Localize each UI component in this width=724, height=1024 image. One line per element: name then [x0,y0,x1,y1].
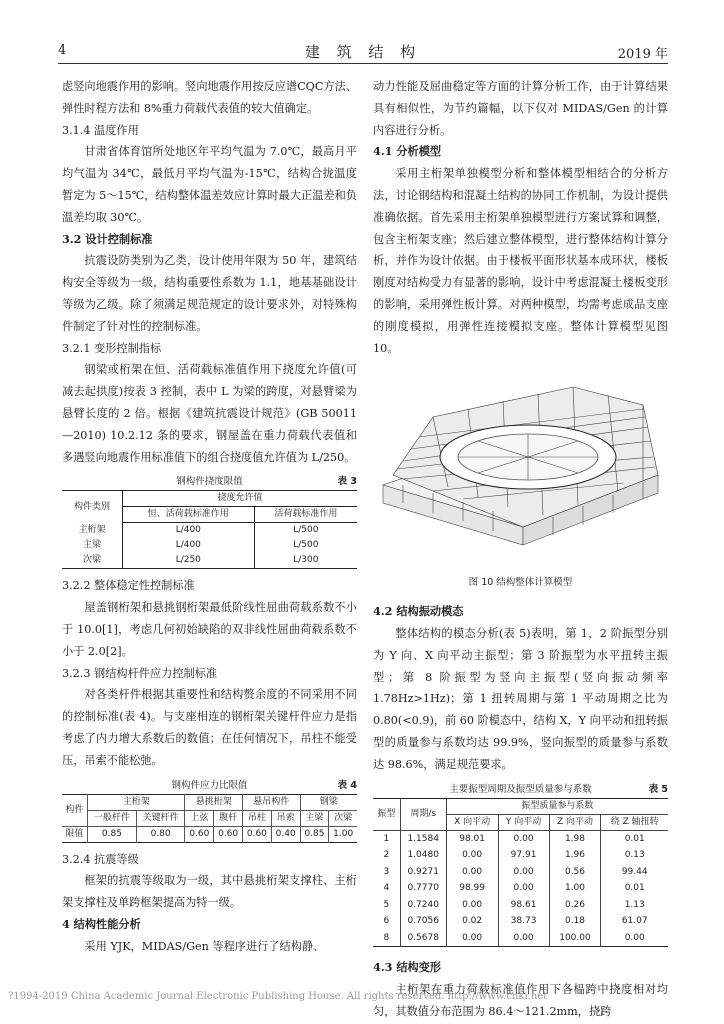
cell: 0.00 [498,930,549,947]
cell: 1.98 [549,830,601,847]
cell: 主桁架 [78,525,106,536]
section-heading: 3.2 设计控制标准 [62,231,153,246]
cell: L/250 [122,553,254,569]
col-header: 悬挑桁架 [185,794,243,810]
cell: 99.44 [601,864,668,881]
section-heading: 4.2 结构振动模态 [373,604,464,619]
cell: 1.0480 [400,847,446,864]
paragraph: 甘肃省体育馆所处地区年平均气温为 7.0℃，最高月平均气温为 34℃，最低月平均气温为-15℃，结构合拢温度暂定为 5～15℃，结构整体温差效应计算时最大正温差和负温差均取 30℃。 [62,145,357,224]
cell: 38.73 [498,913,549,930]
paragraph: 整体结构的模态分析(表 5)表明，第 1，2 阶振型分别为 Y 向、X 向平动主振型；第 3 阶振型为水平扭转主振型；第 8 阶振型为竖向主振型(竖向振动频率 1.78Hz>1Hz)；第 1 扭转周期与第 1 平动周期之比为 0.80(<0.9)，前 60 阶模态中，结构 X，Y 向平动和扭转振型的质量参与系数均达 99.9%，竖向振型的质量参与系数达 98.6%，满足规范要求。 [373,626,668,771]
cell: L/500 [254,538,357,553]
section-heading: 3.1.4 温度作用 [62,123,139,137]
cell: 主梁 [82,540,101,551]
year: 2019 年 [617,47,668,62]
copyright-footer: ?1994-2019 China Academic Journal Electronic Publishing House. All rights reserved. http://www.cnki.net [8,991,548,1002]
table-number: 表 5 [648,783,668,795]
right-column [373,76,668,1022]
table-row [373,880,668,897]
col-header: Z 向平动 [549,814,601,830]
cell: 0.60 [214,826,243,842]
cell: 3 [373,864,400,881]
cell: 0.00 [498,880,549,897]
paragraph: 虑竖向地震作用的影响。竖向地震作用按反应谱CQC方法、弹性时程方法和 8%重力荷载代表值的较大值确定。 [62,80,357,115]
cell: 100.00 [549,930,601,947]
col-header: 构件类别 [73,501,110,512]
col-header: 关键杆件 [136,810,185,826]
cell: 61.07 [601,913,668,930]
col-header: 周期/s [400,798,446,830]
table-row [373,930,668,947]
col-header: 悬吊构件 [243,794,301,810]
cell: 次梁 [82,555,101,566]
paragraph: 对各类杆件根据其重要性和结构赘余度的不同采用不同的控制标准(表 4)。与支座相连的钢桁架关键杆件应力是指考虑了内力增大系数后的数值；在任何情况下，吊柱不能受压，吊索不能松弛。 [62,688,357,767]
table-number: 表 3 [337,476,357,488]
col-header: 次梁 [329,810,357,826]
cell: 0.60 [185,826,214,842]
section-heading: 3.2.1 变形控制指标 [62,341,162,355]
cell: 0.00 [446,897,498,914]
col-header: 吊柱 [243,810,272,826]
cell: 1.00 [329,826,357,842]
cell: 1 [373,830,400,847]
cell: 1.00 [549,880,601,897]
cell: 2 [373,847,400,864]
col-header: 主桁架 [88,794,185,810]
cell: 0.7056 [400,913,446,930]
page-number: 4 [58,43,67,58]
section-heading: 3.2.3 钢结构杆件应力控制标准 [62,666,218,680]
section-heading: 4.1 分析模型 [373,144,442,159]
paragraph: 抗震设防类别为乙类，设计使用年限为 50 年，建筑结构安全等级为一级，结构重要性系数为 1.1，地基基础设计等级为乙级。除了须满足规范规定的设计要求外，对特殊构件制定了针对性的控制标准。 [62,254,357,333]
cell: 98.99 [446,880,498,897]
cell: 0.60 [243,826,272,842]
cell: L/500 [254,523,357,539]
paragraph: 主桁架在重力荷载标准值作用下各榀跨中挠度相对均匀，其数值分布范围为 86.4～121.2mm，挠跨 [373,982,668,1018]
figure-caption: 图 10 结构整体计算模型 [468,577,573,589]
paragraph: 动力性能及屈曲稳定等方面的计算分析工作，由于计算结果具有相似性，为节约篇幅，以下仅对 MIDAS/Gen 的计算内容进行分析。 [373,80,668,137]
cell: 4 [373,880,400,897]
cell: 0.7770 [400,880,446,897]
left-column [62,76,357,958]
col-header: 钢梁 [300,794,357,810]
cell: L/400 [122,523,254,539]
col-header: 振型 [373,798,400,830]
col-header: 恒、活荷载标准作用 [122,507,254,523]
cell: 0.00 [446,847,498,864]
col-header: 构件 [62,794,88,826]
cell: 0.56 [549,864,601,881]
paragraph: 屋盖钢桁架和悬挑钢桁架最低阶线性屈曲荷载系数不小于 10.0[1]，考虑几何初始缺陷的双非线性屈曲荷载系数不小于 2.0[2]。 [62,601,357,658]
col-header: 活荷载标准作用 [254,507,357,523]
col-header: 绕 Z 轴扭转 [601,814,668,830]
table-row [373,830,668,847]
section-heading: 4.3 结构变形 [373,960,442,975]
header-rule [58,63,668,64]
col-header: 挠度允许值 [122,491,357,507]
running-header [58,43,668,63]
deflection-limit-table [62,490,357,569]
cell: 0.00 [498,864,549,881]
paragraph: 钢梁或桁架在恒、活荷载标准值作用下挠度允许值(可减去起拱度)按表 3 控制，表中 L 为梁的跨度，对悬臂梁为悬臂长度的 2 倍。根据《建筑抗震设计规范》(GB 50011—2010) 10.2.12 条的要求，钢屋盖在重力荷载代表值和多遇竖向地震作用标准值下的组合挠度值允许值为 L/250。 [62,363,357,464]
table-row [62,523,357,539]
cell: 6 [373,913,400,930]
cell: L/400 [122,538,254,553]
table-title: 钢构件应力比限值 [171,779,248,791]
table-number: 表 4 [337,779,357,791]
cell: 0.26 [549,897,601,914]
cell: 98.61 [498,897,549,914]
cell: 0.02 [446,913,498,930]
table-row [373,847,668,864]
table-row [373,864,668,881]
cell: 0.00 [446,864,498,881]
cell: 0.13 [601,847,668,864]
cell: 5 [373,897,400,914]
section-heading: 4 结构性能分析 [62,916,141,931]
col-header: 上弦 [185,810,214,826]
col-header: X 向平动 [446,814,498,830]
cell: 0.18 [549,913,601,930]
table-caption [62,474,357,490]
cell: 0.40 [271,826,300,842]
journal-title: 建 筑 结 构 [304,43,422,61]
table-row [373,913,668,930]
cell: 97.91 [498,847,549,864]
cell: 8 [373,930,400,947]
col-header: 一般杆件 [88,810,137,826]
cell: 0.85 [300,826,329,842]
paragraph: 采用 YJK，MIDAS/Gen 等程序进行了结构静、 [84,939,325,953]
cell: 0.00 [601,930,668,947]
table-row [62,538,357,553]
cell: L/300 [254,553,357,569]
section-heading: 3.2.4 抗震等级 [62,852,139,866]
cell: 1.1584 [400,830,446,847]
cell: 0.00 [498,830,549,847]
cell: 98.01 [446,830,498,847]
cell: 0.00 [446,930,498,947]
table-title: 钢构件挠度限值 [176,476,243,488]
table-row [62,826,357,842]
row-label: 限值 [62,826,88,842]
section-heading: 3.2.2 整体稳定性控制标准 [62,579,195,593]
col-header: 振型质量参与系数 [446,798,668,814]
cell: 0.85 [88,826,137,842]
cell: 0.9271 [400,864,446,881]
paragraph: 框架的抗震等级取为一级，其中悬挑桁架支撑柱、主桁架支撑柱及单跨框架提高为特一级。 [62,874,357,910]
col-header: Y 向平动 [498,814,549,830]
table-title: 主要振型周期及振型质量参与系数 [449,783,592,795]
col-header: 吊索 [271,810,300,826]
table-caption [373,782,668,798]
stress-ratio-table [62,794,357,843]
col-header: 腹杆 [214,810,243,826]
cell: 0.80 [136,826,185,842]
table-row [373,897,668,914]
table-caption [62,778,357,794]
cell: 0.7240 [400,897,446,914]
cell: 0.01 [601,830,668,847]
cell: 0.01 [601,880,668,897]
cell: 1.13 [601,897,668,914]
col-header: 主梁 [300,810,329,826]
cell: 0.5678 [400,930,446,947]
mode-table [373,798,668,948]
paragraph: 采用主桁架单独模型分析和整体模型相结合的分析方法，讨论钢结构和混凝土结构的协同工作机制，为设计提供准确依据。首先采用主桁架单独模型进行方案试算和调整，包含主桁架支座；然后建立整体模型，进行整体结构计算分析，并作为设计依据。由于楼板平面形状基本成环状，楼板刚度对结构受力有显著的影响，设计中考虑混凝土楼板变形的影响，采用弹性板计算。对两种模型，均需考虑成品支座的刚度模拟，用弹性连接模拟支座。整体计算模型见图 10。 [373,167,668,355]
table-row [62,553,357,569]
structure-model-figure [373,365,668,561]
cell: 1.96 [549,847,601,864]
